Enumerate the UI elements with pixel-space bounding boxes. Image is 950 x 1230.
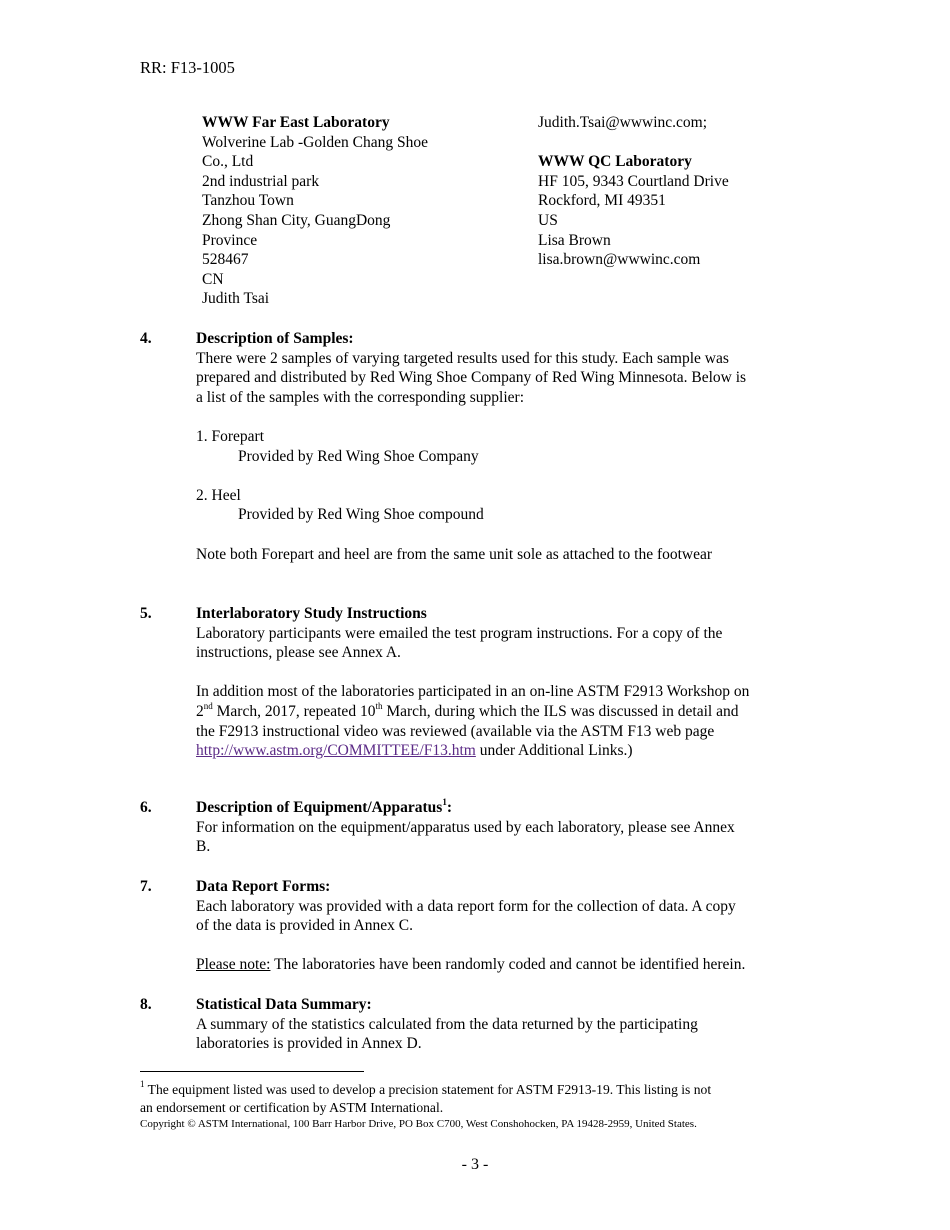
footnote-ref: 1 <box>442 796 447 807</box>
lab-right-line: Lisa Brown <box>538 231 611 249</box>
paragraph-line: http://www.astm.org/COMMITTEE/F13.htm under Additional Links.) <box>196 742 633 760</box>
section-7-title: Data Report Forms: <box>196 878 331 895</box>
paragraph-line: In addition most of the laboratories participated in an on-line ASTM F2913 Workshop on <box>196 683 750 701</box>
please-note-line: Please note: The laboratories have been randomly coded and cannot be identified herein. <box>196 956 746 974</box>
section-6-number: 6. <box>140 799 152 816</box>
section-6 <box>196 798 816 857</box>
sample-item-1-supplier: Provided by Red Wing Shoe Company <box>238 447 479 465</box>
lab-left-line: Tanzhou Town <box>202 192 294 210</box>
astm-committee-link[interactable]: http://www.astm.org/COMMITTEE/F13.htm <box>196 742 476 760</box>
lab-email-top: Judith.Tsai@wwwinc.com; <box>538 114 708 131</box>
paragraph-line: laboratories is provided in Annex D. <box>196 1035 422 1053</box>
section-4-title: Description of Samples: <box>196 330 354 347</box>
footnote-marker: 1 <box>140 1079 145 1090</box>
section-8 <box>196 995 816 1054</box>
section-8-title: Statistical Data Summary: <box>196 996 372 1013</box>
paragraph-line: of the data is provided in Annex C. <box>196 917 413 935</box>
section-4 <box>196 329 816 564</box>
lab-right-line: HF 105, 9343 Courtland Drive <box>538 172 729 190</box>
copyright-notice: Copyright © ASTM International, 100 Barr Harbor Drive, PO Box C700, West Conshohocken, PA 19428-2959, United States. <box>140 1118 697 1130</box>
footnote: $^1$ The equipment listed was used to develop a precision statement for ASTM F2913-19. This listing is not an endorsement or certification by ASTM International. <box>140 1079 712 1115</box>
lab-left-line: Judith Tsai <box>202 290 270 308</box>
sample-item-2-supplier: Provided by Red Wing Shoe compound <box>238 506 484 524</box>
lab-left-line: Wolverine Lab -Golden Chang Shoe <box>202 133 429 151</box>
paragraph-line: the F2913 instructional video was reviewed (available via the ASTM F13 web page <box>196 722 715 740</box>
section-7-number: 7. <box>140 878 152 895</box>
lab-right-line: US <box>538 211 558 229</box>
paragraph-line: B. <box>196 838 211 856</box>
lab-right-line: Rockford, MI 49351 <box>538 192 666 210</box>
section-5-title: Interlaboratory Study Instructions <box>196 605 427 622</box>
section-7 <box>196 877 816 975</box>
sample-note: Note both Forepart and heel are from the same unit sole as attached to the footwear <box>196 545 713 563</box>
paragraph-line: a list of the samples with the corresponding supplier: <box>196 388 525 406</box>
lab-name-left: WWW Far East Laboratory <box>202 114 390 131</box>
please-note-label: Please note: <box>196 956 271 974</box>
paragraph-line: Each laboratory was provided with a data report form for the collection of data. A copy <box>196 897 736 915</box>
paragraph-line: For information on the equipment/apparatus used by each laboratory, please see Annex <box>196 818 735 836</box>
page-number: - 3 - <box>461 1156 489 1173</box>
footnote-divider <box>140 1071 364 1072</box>
section-5-number: 5. <box>140 605 152 622</box>
lab-left-line: Zhong Shan City, GuangDong <box>202 211 391 229</box>
lab-right-line: lisa.brown@wwwinc.com <box>538 251 701 269</box>
paragraph-line: 2nd March, 2017, repeated 10th March, during which the ILS was discussed in detail and <box>196 700 739 720</box>
lab-left-line: Co., Ltd <box>202 153 254 171</box>
section-5 <box>196 604 816 761</box>
section-8-number: 8. <box>140 996 152 1013</box>
lab-name-right: WWW QC Laboratory <box>538 153 692 171</box>
paragraph-line: There were 2 samples of varying targeted results used for this study. Each sample was <box>196 349 729 367</box>
lab-left-line: 528467 <box>202 251 249 269</box>
paragraph-line: Laboratory participants were emailed the test program instructions. For a copy of the <box>196 624 723 642</box>
paragraph-line: prepared and distributed by Red Wing Shoe Company of Red Wing Minnesota. Below is <box>196 369 747 387</box>
lab-left-line: CN <box>202 270 224 288</box>
paragraph-line: A summary of the statistics calculated from the data returned by the participating <box>196 1015 698 1033</box>
section-4-number: 4. <box>140 330 152 347</box>
section-6-title: Description of Equipment/Apparatus$^1$: <box>196 796 452 816</box>
paragraph-line: instructions, please see Annex A. <box>196 644 401 662</box>
sample-item-1: 1. Forepart <box>196 427 265 445</box>
sample-item-2: 2. Heel <box>196 486 241 504</box>
lab-left-line: 2nd industrial park <box>202 172 320 190</box>
lab-left-line: Province <box>202 231 258 249</box>
lab-address-right <box>538 113 729 270</box>
report-id: RR: F13-1005 <box>140 58 235 77</box>
lab-address-left <box>202 113 428 309</box>
